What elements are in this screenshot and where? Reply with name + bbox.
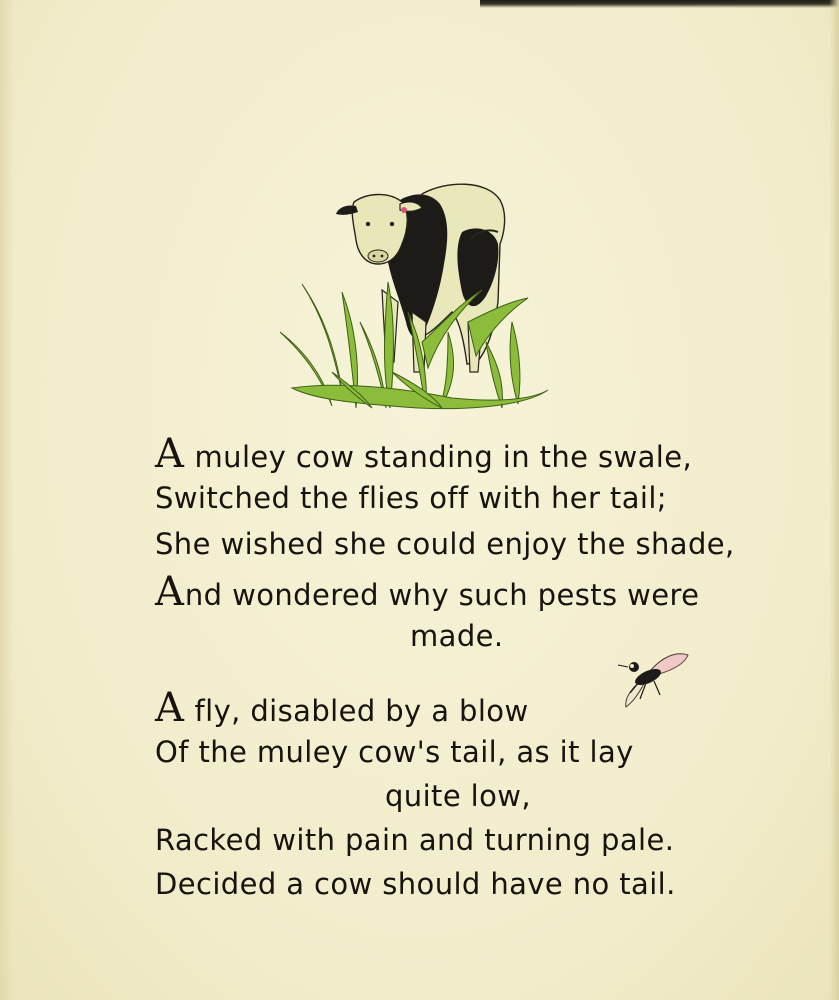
muley-cow-in-grass-illustration bbox=[272, 172, 552, 420]
fly-illustration bbox=[612, 645, 694, 713]
stanza2-line2: Of the muley cow's tail, as it lay bbox=[155, 735, 634, 769]
stanza2-line4: Racked with pain and turning pale. bbox=[155, 823, 675, 857]
stanza1-line1-initial: A bbox=[155, 431, 185, 477]
stanza1-line5: made. bbox=[410, 619, 504, 653]
stanza2-line1-initial: A bbox=[155, 685, 185, 731]
stanza2-line3: quite low, bbox=[385, 779, 532, 813]
stanza1-line4-text: nd wondered why such pests were bbox=[184, 578, 700, 612]
stanza1-line4-initial: A bbox=[155, 569, 185, 615]
page-right-edge bbox=[829, 0, 839, 1000]
stanza1-line3: She wished she could enjoy the shade, bbox=[155, 527, 735, 561]
stanza1-line1 bbox=[155, 431, 693, 477]
stanza2-line1-text: fly, disabled by a blow bbox=[184, 694, 529, 728]
stanza1-line2: Switched the flies off with her tail; bbox=[155, 481, 667, 515]
stanza1-line4 bbox=[155, 569, 700, 615]
stanza1-line1-text: muley cow standing in the swale, bbox=[184, 440, 693, 474]
fly-figure bbox=[618, 654, 688, 707]
stanza2-line5: Decided a cow should have no tail. bbox=[155, 867, 676, 901]
page-left-edge bbox=[0, 0, 14, 1000]
stanza2-line1 bbox=[155, 685, 529, 731]
page-top-edge bbox=[480, 0, 839, 8]
